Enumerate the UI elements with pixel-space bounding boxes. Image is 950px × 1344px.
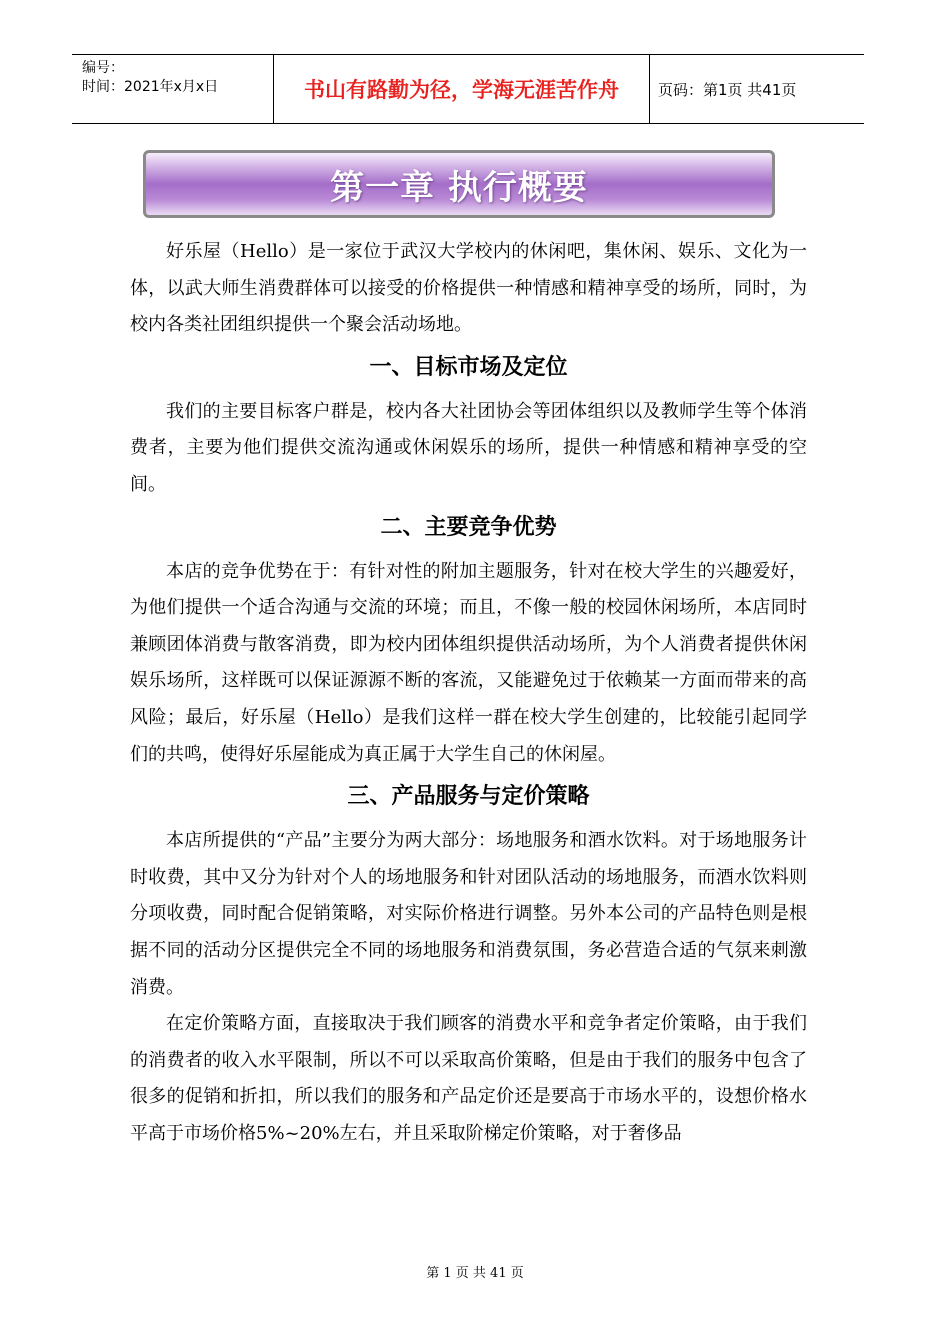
intro-paragraph: 好乐屋（Hello）是一家位于武汉大学校内的休闲吧，集休闲、娱乐、文化为一体，以武大师生消费群体可以接受的价格提供一种情感和精神享受的场所，同时，为校内各类社团组织提供一个聚会活动场地。 — [130, 241, 807, 336]
section-paragraph: 本店的竞争优势在于：有针对性的附加主题服务，针对在校大学生的兴趣爱好，为他们提供一个适合沟通与交流的环境；而且，不像一般的校园休闲场所，本店同时兼顾团体消费与散客消费，即为校内团体组织提供活动场所，为个人消费者提供休闲娱乐场所，这样既可以保证源源不断的客流，又能避免过于依赖某一方面而带来的高风险；最后，好乐屋（Hello）是我们这样一群在校大学生创建的，比较能引起同学们的共鸣，使得好乐屋能成为真正属于大学生自己的休闲屋。 — [130, 560, 807, 765]
header-meta — [72, 55, 274, 123]
section-heading: 一、目标市场及定位 — [369, 354, 568, 380]
page-footer: 第 1 页 共 41 页 — [426, 1266, 524, 1281]
section-paragraph: 在定价策略方面，直接取决于我们顾客的消费水平和竞争者定价策略，由于我们的消费者的收入水平限制，所以不可以采取高价策略，但是由于我们的服务中包含了很多的促销和折扣，所以我们的服务和产品定价还是要高于市场水平的，设想价格水平高于市场价格5%~20%左右，并且采取阶梯定价策略，对于奢侈品 — [130, 1013, 807, 1144]
header-page-info: 页码：第1页 共41页 — [658, 80, 797, 99]
document-time-label: 时间：2021年x月x日 — [82, 79, 219, 95]
document-number-label: 编号： — [82, 60, 124, 76]
section-paragraph: 本店所提供的“产品”主要分为两大部分：场地服务和酒水饮料。对于场地服务计时收费，其中又分为针对个人的场地服务和针对团队活动的场地服务，而酒水饮料则分项收费，同时配合促销策略，对实际价格进行调整。另外本公司的产品特色则是根据不同的活动分区提供完全不同的场地服务和消费氛围，务必营造合适的气氛来刺激消费。 — [130, 830, 807, 998]
section-heading: 二、主要竞争优势 — [380, 514, 557, 540]
chapter-title: 第一章 执行概要 — [330, 167, 588, 208]
header-motto: 书山有路勤为径，学海无涯苦作舟 — [274, 55, 650, 123]
page-header — [72, 54, 864, 124]
document-body — [130, 234, 807, 1152]
section-heading: 三、产品服务与定价策略 — [347, 784, 590, 810]
chapter-title-banner — [143, 150, 775, 218]
section-paragraph: 我们的主要目标客户群是，校内各大社团协会等团体组织以及教师学生等个体消费者，主要为他们提供交流沟通或休闲娱乐的场所，提供一种情感和精神享受的空间。 — [130, 400, 807, 495]
